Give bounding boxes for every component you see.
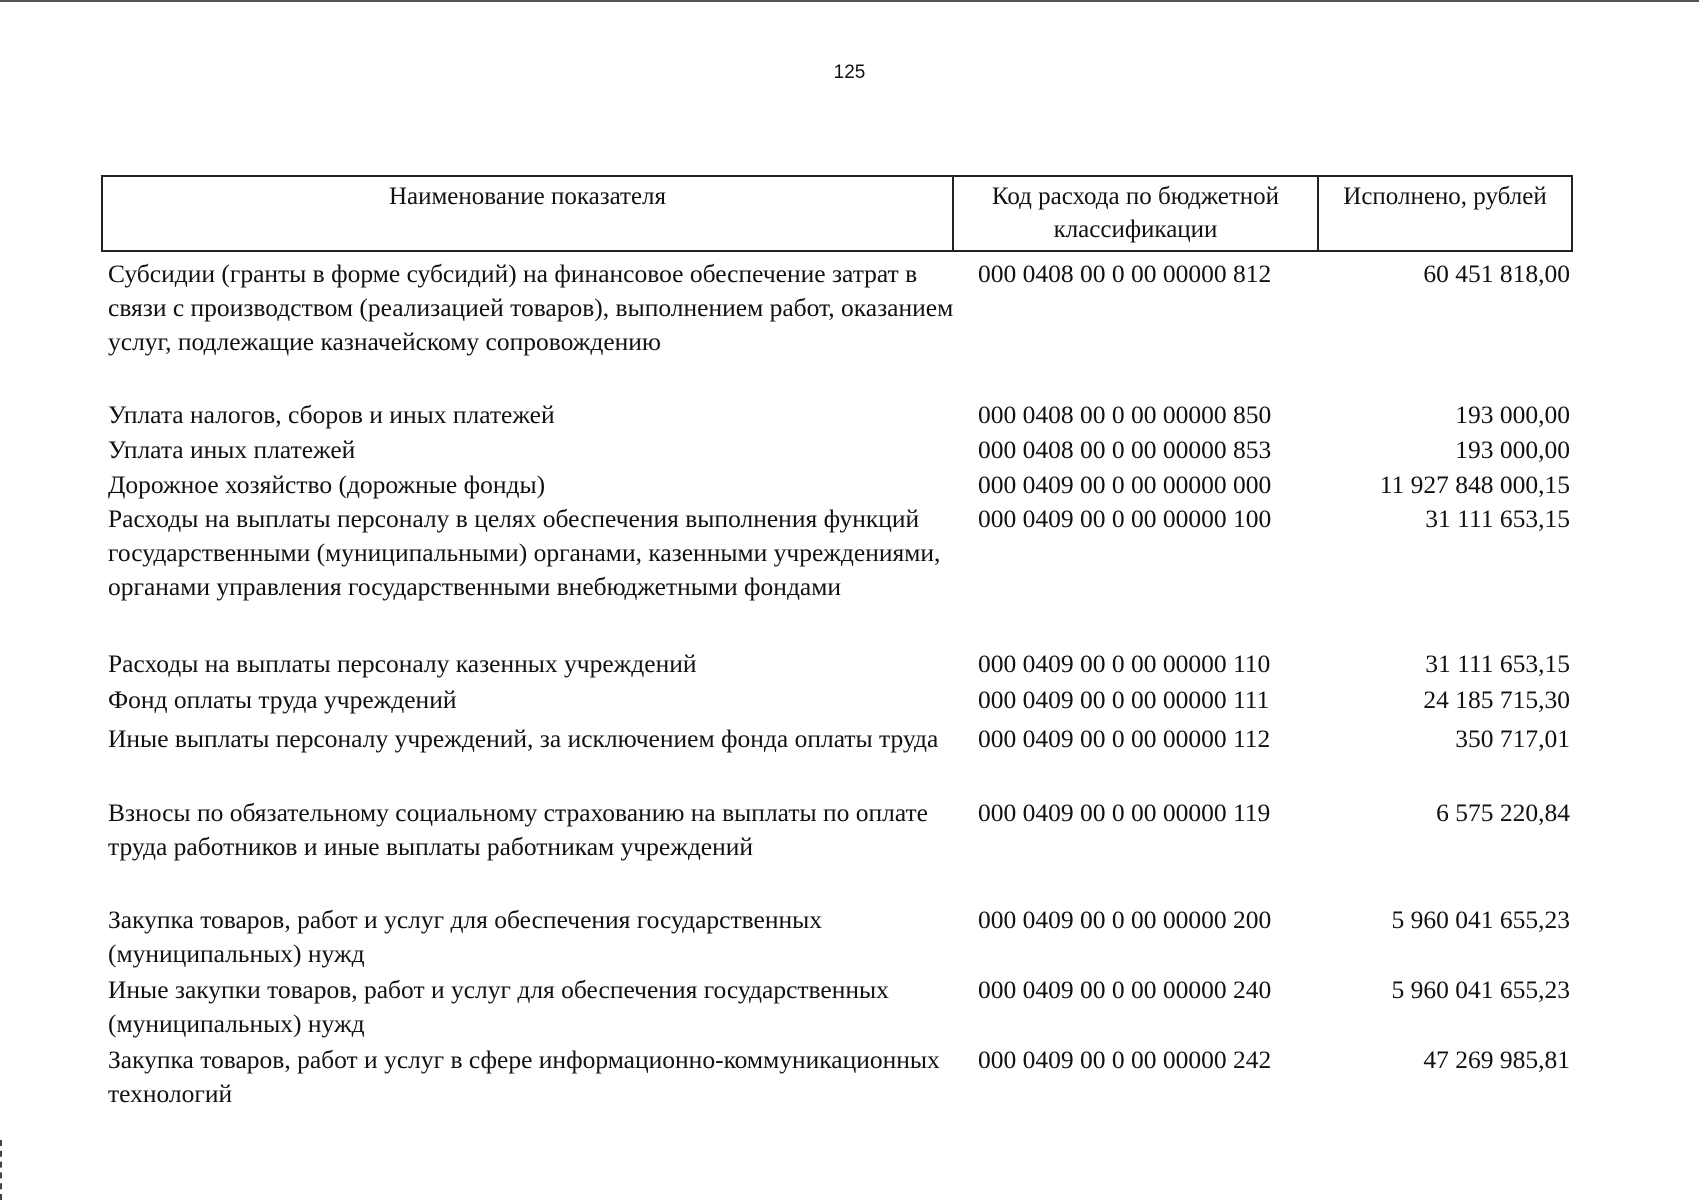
row-code: 000 0409 00 0 00 00000 200 [978,905,1272,934]
row-name: Иные выплаты персоналу учреждений, за исключением фонда оплаты труда [108,724,939,753]
row-code: 000 0409 00 0 00 00000 110 [978,649,1271,678]
row-amount: 24 185 715,30 [1423,685,1570,714]
row-code: 000 0409 00 0 00 00000 112 [978,724,1271,753]
row-code: 000 0409 00 0 00 00000 111 [978,685,1270,714]
row-name: Взносы по обязательному социальному страхованию на выплаты по оплате труда работников и иные выплаты работникам учреждений [108,798,928,861]
row-amount: 350 717,01 [1455,724,1570,753]
page-number: 125 [833,62,866,83]
row-name: Закупка товаров, работ и услуг в сфере информационно-коммуникационных технологий [108,1045,940,1108]
row-amount: 47 269 985,81 [1423,1045,1570,1074]
row-name: Расходы на выплаты персоналу в целях обеспечения выполнения функций государственными (муниципальными) органами, казенными учреждениями, органами управления государственными внебюджетными фондами [108,504,941,601]
row-amount: 5 960 041 655,23 [1391,905,1570,934]
row-name: Фонд оплаты труда учреждений [108,685,457,714]
row-amount: 193 000,00 [1455,400,1570,429]
row-name: Расходы на выплаты персоналу казенных учреждений [108,649,697,678]
row-code: 000 0409 00 0 00 00000 119 [978,798,1271,827]
row-code: 000 0409 00 0 00 00000 100 [978,504,1272,533]
header-code: Код расхода по бюджетной классификации [954,177,1319,250]
row-amount: 31 111 653,15 [1425,649,1570,678]
header-name: Наименование показателя [103,177,954,250]
row-amount: 11 927 848 000,15 [1379,470,1570,499]
row-name: Закупка товаров, работ и услуг для обеспечения государственных (муниципальных) нужд [108,905,823,968]
row-name: Уплата иных платежей [108,435,356,464]
page-top-border [0,0,1699,2]
header-executed: Исполнено, рублей [1343,183,1547,210]
row-code: 000 0408 00 0 00 00000 812 [978,259,1272,288]
scan-edge-marks [0,1140,5,1200]
row-amount: 5 960 041 655,23 [1391,975,1570,1004]
row-name: Уплата налогов, сборов и иных платежей [108,400,555,429]
row-amount: 31 111 653,15 [1425,504,1570,533]
row-name: Субсидии (гранты в форме субсидий) на финансовое обеспечение затрат в связи с производством (реализацией товаров), выполнением работ, оказанием услуг, подлежащие казначейскому сопровождению [108,259,954,356]
row-name: Дорожное хозяйство (дорожные фонды) [108,470,546,499]
row-code: 000 0408 00 0 00 00000 850 [978,400,1272,429]
row-code: 000 0409 00 0 00 00000 240 [978,975,1272,1004]
row-amount: 60 451 818,00 [1423,259,1570,288]
row-code: 000 0409 00 0 00 00000 000 [978,470,1272,499]
table-header [101,175,1573,252]
row-amount: 6 575 220,84 [1436,798,1570,827]
row-code: 000 0408 00 0 00 00000 853 [978,435,1272,464]
row-amount: 193 000,00 [1455,435,1570,464]
row-code: 000 0409 00 0 00 00000 242 [978,1045,1272,1074]
row-name: Иные закупки товаров, работ и услуг для обеспечения государственных (муниципальных) нужд [108,975,889,1038]
